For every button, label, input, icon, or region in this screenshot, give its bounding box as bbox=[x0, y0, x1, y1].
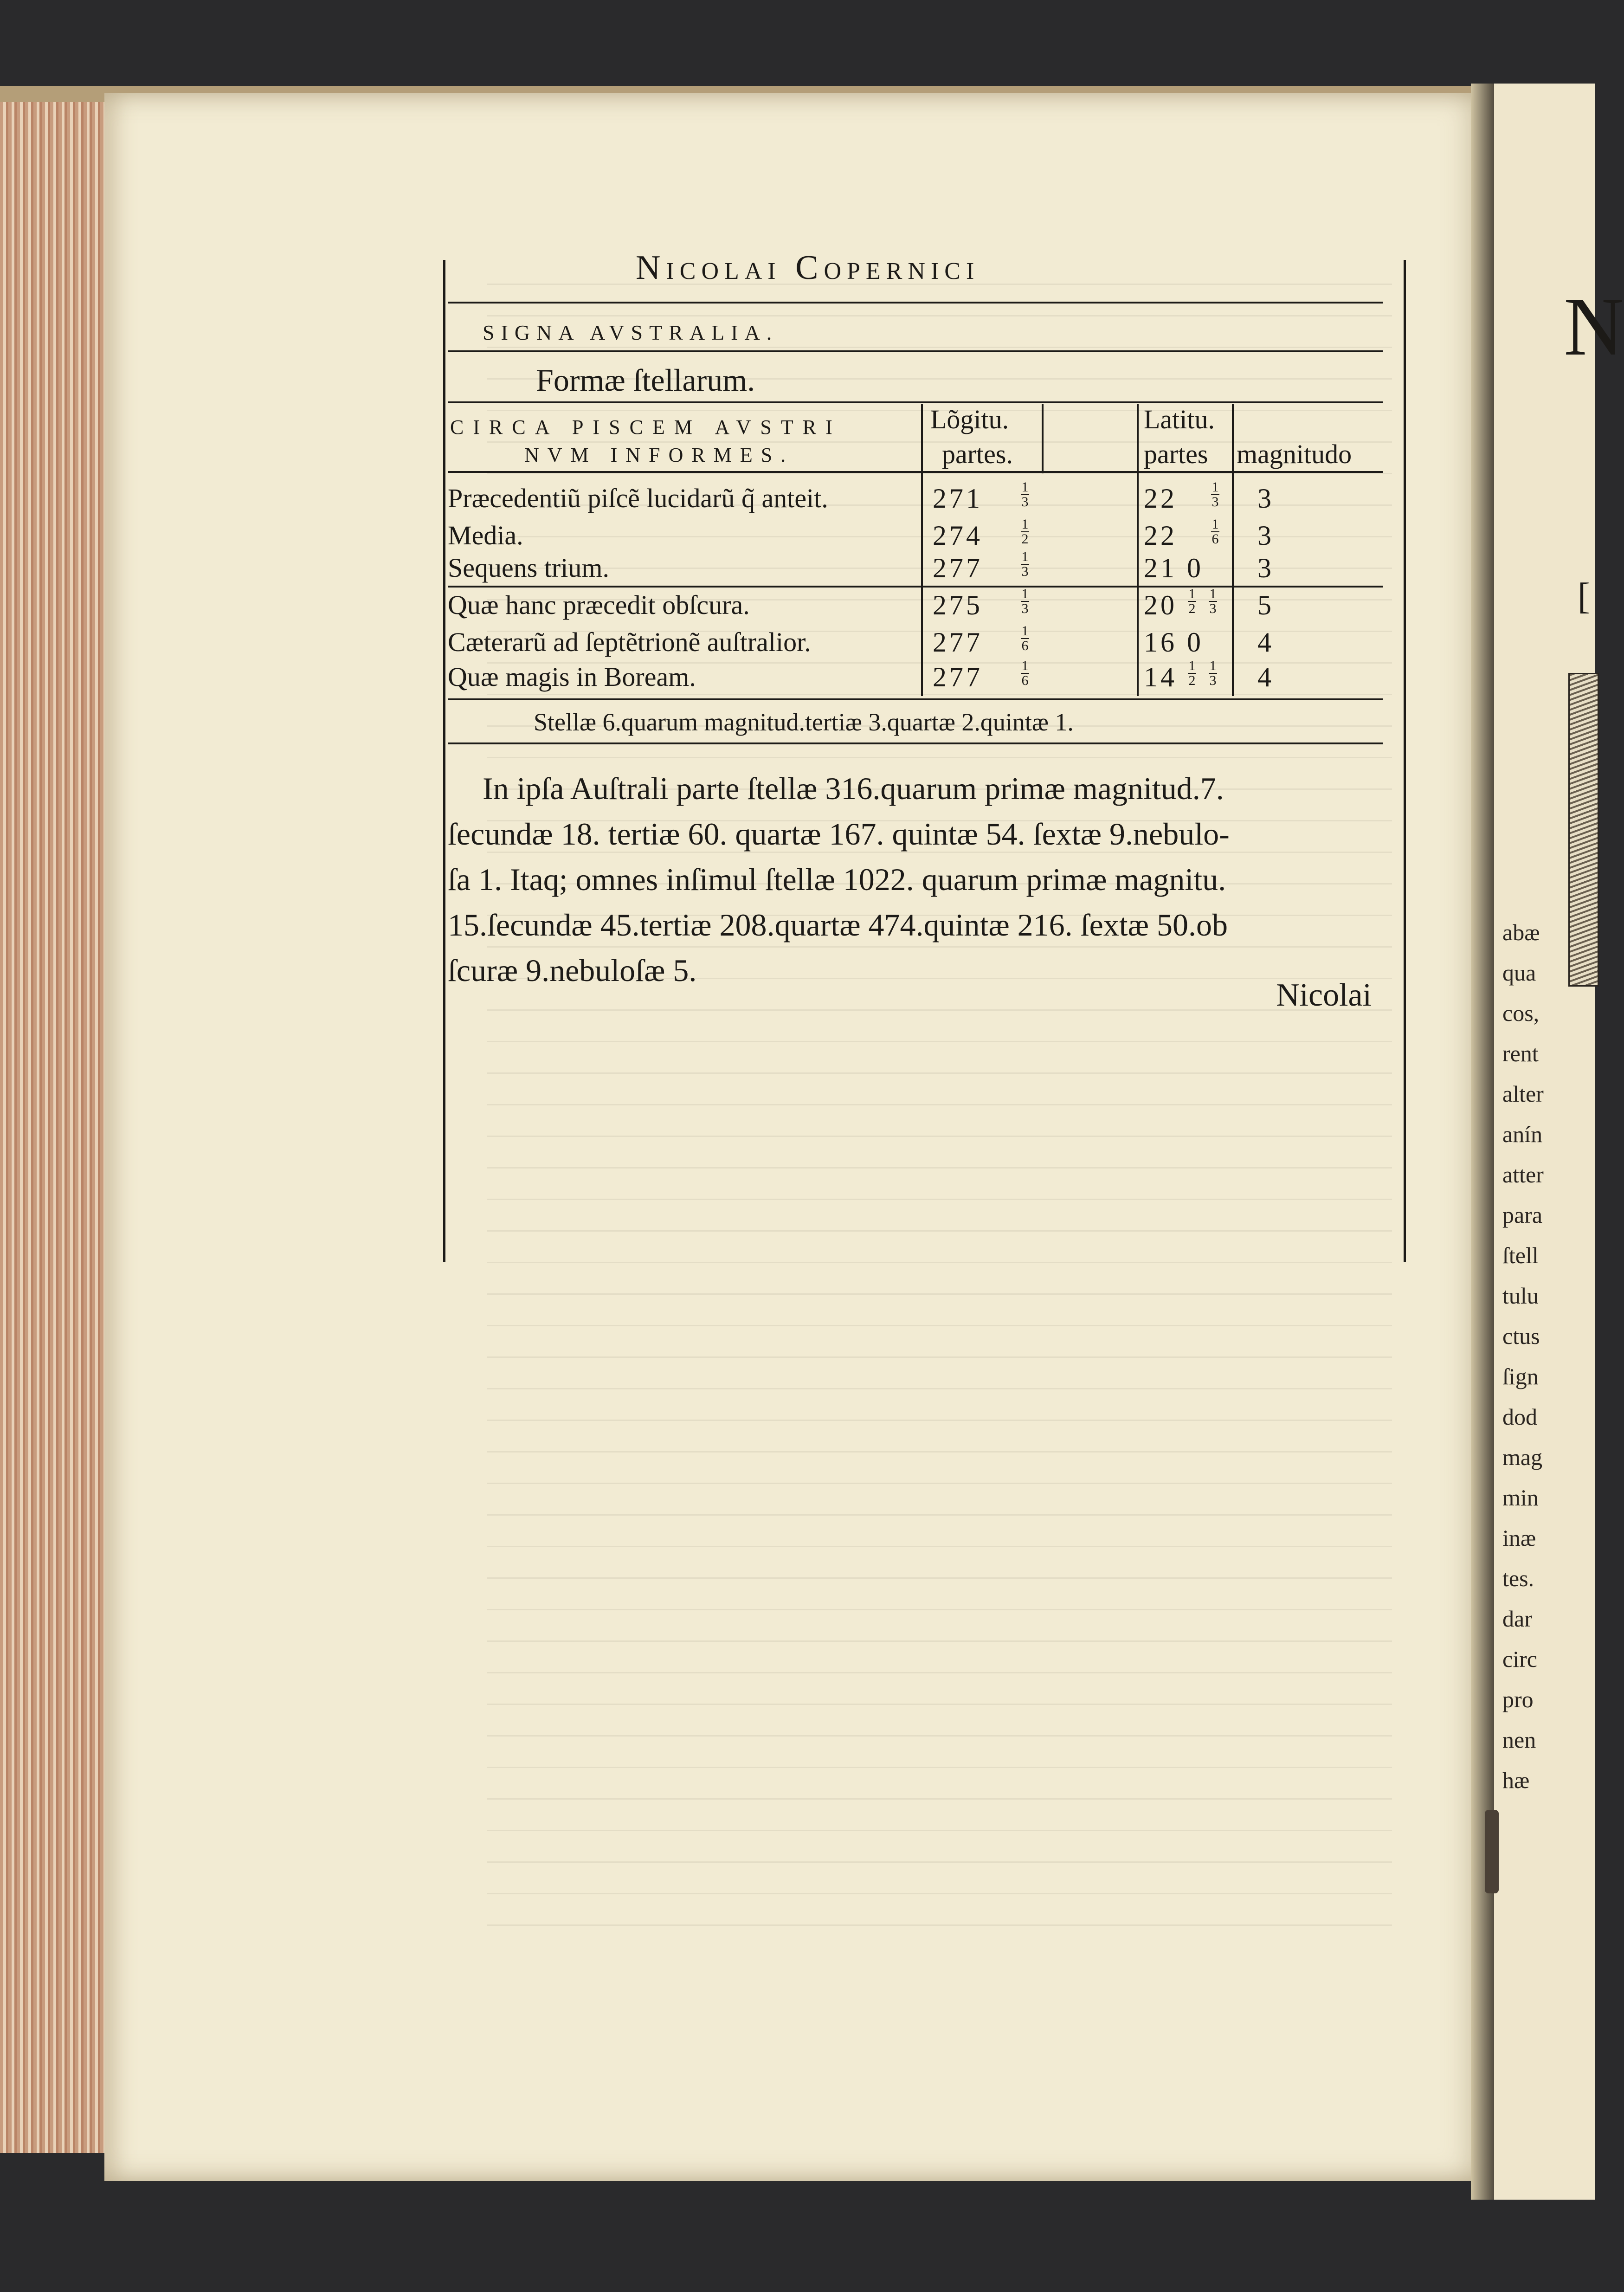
paragraph-line: 15.ſecundæ 45.tertiæ 208.quartæ 474.quintæ 216. ſextæ 50.ob bbox=[448, 907, 1228, 943]
star-longitude: 271 bbox=[933, 483, 983, 514]
star-name: Quæ magis in Boream. bbox=[448, 662, 696, 692]
header-latitude-2: partes bbox=[1144, 439, 1208, 469]
star-magnitude: 3 bbox=[1257, 483, 1271, 514]
fraction bbox=[1188, 587, 1196, 616]
fraction-denominator: 2 bbox=[1188, 601, 1196, 616]
star-magnitude: 5 bbox=[1257, 590, 1271, 620]
fraction bbox=[1021, 624, 1029, 653]
fraction bbox=[1209, 587, 1217, 616]
facing-page-fragment: tes. bbox=[1502, 1565, 1534, 1591]
facing-page-fragment: anín bbox=[1502, 1121, 1543, 1147]
fraction bbox=[1209, 659, 1217, 688]
col-rule-4 bbox=[1232, 404, 1234, 696]
fraction-denominator: 6 bbox=[1212, 531, 1219, 547]
star-latitude: 16 0 bbox=[1144, 627, 1204, 658]
facing-page-fragment: mag bbox=[1502, 1444, 1543, 1470]
book-clip bbox=[1485, 1810, 1499, 1893]
rule-rows-end bbox=[448, 698, 1383, 700]
running-head: Nicolai Copernici bbox=[636, 249, 980, 287]
col-rule-3 bbox=[1137, 404, 1139, 696]
rule-subtitle bbox=[448, 401, 1383, 403]
paragraph-line: ſcuræ 9.nebuloſæ 5. bbox=[448, 953, 697, 988]
facing-page bbox=[1494, 84, 1624, 2200]
paragraph-line: ſecundæ 18. tertiæ 60. quartæ 167. quintæ 54. ſextæ 9.nebulo- bbox=[448, 816, 1230, 852]
col-rule-1 bbox=[921, 404, 923, 696]
header-latitude-1: Latitu. bbox=[1144, 404, 1215, 434]
rule-section bbox=[448, 350, 1383, 352]
header-left-2: NVM INFORMES. bbox=[524, 444, 794, 466]
fraction-denominator: 2 bbox=[1188, 673, 1196, 688]
facing-page-fragment: qua bbox=[1502, 960, 1536, 986]
facing-page-fragment: cos, bbox=[1502, 1000, 1540, 1026]
star-magnitude: 4 bbox=[1257, 627, 1271, 658]
fraction-numerator: 1 bbox=[1212, 479, 1219, 495]
fraction-numerator: 1 bbox=[1021, 517, 1029, 532]
facing-page-fragment: atter bbox=[1502, 1162, 1544, 1188]
fraction-denominator: 6 bbox=[1021, 673, 1029, 688]
facing-page-fragment: pro bbox=[1502, 1686, 1534, 1712]
star-latitude: 21 0 bbox=[1144, 553, 1204, 583]
facing-page-fragment: nen bbox=[1502, 1727, 1536, 1753]
facing-page-fragment: ſign bbox=[1502, 1363, 1539, 1389]
star-name: Præcedentiũ piſcẽ lucidarũ q̃ anteit. bbox=[448, 483, 828, 513]
facing-page-fragment: dar bbox=[1502, 1606, 1532, 1632]
rule-header bbox=[448, 471, 1383, 473]
star-name: Media. bbox=[448, 520, 523, 550]
fraction bbox=[1211, 517, 1219, 546]
fraction-numerator: 1 bbox=[1021, 623, 1029, 639]
header-magnitude: magnitudo bbox=[1237, 439, 1352, 469]
facing-page-fragment: min bbox=[1502, 1485, 1539, 1511]
facing-page-fragment: alter bbox=[1502, 1081, 1544, 1107]
paragraph-line: In ipſa Auſtrali parte ſtellæ 316.quarum primæ magnitud.7. bbox=[483, 771, 1224, 806]
table-frame bbox=[443, 260, 1406, 1262]
facing-page-initial: N bbox=[1564, 280, 1624, 373]
rule-top bbox=[448, 302, 1383, 303]
fraction-numerator: 1 bbox=[1021, 586, 1029, 601]
fraction-denominator: 2 bbox=[1021, 531, 1029, 547]
star-longitude: 274 bbox=[933, 520, 983, 551]
facing-page-fragment: abæ bbox=[1502, 919, 1540, 945]
star-longitude: 275 bbox=[933, 590, 983, 620]
star-name: Quæ hanc præcedit obſcura. bbox=[448, 590, 750, 620]
star-magnitude: 3 bbox=[1257, 520, 1271, 551]
star-name: Sequens trium. bbox=[448, 553, 609, 583]
fraction bbox=[1021, 550, 1029, 579]
facing-page-fragment: ſtell bbox=[1502, 1242, 1539, 1268]
col-rule-2 bbox=[1042, 404, 1044, 473]
fraction-denominator: 3 bbox=[1212, 494, 1219, 510]
facing-page-fragment: inæ bbox=[1502, 1525, 1536, 1551]
fraction bbox=[1211, 480, 1219, 509]
fraction-numerator: 1 bbox=[1021, 549, 1029, 564]
facing-page-fragment: ctus bbox=[1502, 1323, 1540, 1349]
facing-page-bracket: [ bbox=[1578, 576, 1590, 617]
facing-page-fragment: circ bbox=[1502, 1646, 1537, 1672]
section-title: SIGNA AVSTRALIA. bbox=[483, 321, 779, 344]
star-latitude: 22 bbox=[1144, 483, 1177, 514]
facing-page-fragment: para bbox=[1502, 1202, 1543, 1228]
star-longitude: 277 bbox=[933, 662, 983, 692]
fraction bbox=[1021, 587, 1029, 616]
header-longitude-1: Lõgitu. bbox=[930, 404, 1009, 434]
fraction-numerator: 1 bbox=[1209, 586, 1217, 601]
fraction-denominator: 3 bbox=[1209, 601, 1217, 616]
fraction-numerator: 1 bbox=[1209, 658, 1217, 673]
fraction-denominator: 6 bbox=[1021, 638, 1029, 653]
fraction-numerator: 1 bbox=[1188, 658, 1196, 673]
facing-page-fragment: rent bbox=[1502, 1040, 1539, 1066]
fraction-numerator: 1 bbox=[1212, 517, 1219, 532]
page-edges bbox=[0, 102, 113, 2153]
star-latitude: 20 bbox=[1144, 590, 1177, 620]
star-magnitude: 3 bbox=[1257, 553, 1271, 583]
paragraph-line: ſa 1. Itaq; omnes inſimul ſtellæ 1022. quarum primæ magnitu. bbox=[448, 862, 1226, 897]
star-name: Cæterarũ ad ſeptẽtrionẽ auſtralior. bbox=[448, 627, 811, 657]
fraction bbox=[1021, 480, 1029, 509]
star-latitude: 22 bbox=[1144, 520, 1177, 551]
catchword: Nicolai bbox=[1276, 977, 1372, 1013]
facing-page-fragment: dod bbox=[1502, 1404, 1537, 1430]
star-latitude: 14 bbox=[1144, 662, 1177, 692]
table-summary: Stellæ 6.quarum magnitud.tertiæ 3.quartæ 2.quintæ 1. bbox=[534, 708, 1074, 736]
fraction bbox=[1021, 659, 1029, 688]
fraction-denominator: 3 bbox=[1021, 601, 1029, 616]
facing-page-woodcut bbox=[1568, 673, 1599, 987]
fraction-numerator: 1 bbox=[1188, 586, 1196, 601]
fraction-denominator: 3 bbox=[1021, 494, 1029, 510]
subtitle: Formæ ſtellarum. bbox=[536, 362, 755, 398]
rule-group bbox=[448, 586, 1383, 588]
fraction-numerator: 1 bbox=[1021, 658, 1029, 673]
header-left-1: CIRCA PISCEM AVSTRI bbox=[450, 416, 842, 439]
fraction bbox=[1021, 517, 1029, 546]
rule-summary bbox=[448, 742, 1383, 744]
star-magnitude: 4 bbox=[1257, 662, 1271, 692]
fraction bbox=[1188, 659, 1196, 688]
fraction-denominator: 3 bbox=[1209, 673, 1217, 688]
fraction-denominator: 3 bbox=[1021, 564, 1029, 579]
star-longitude: 277 bbox=[933, 627, 983, 658]
facing-page-fragment: tulu bbox=[1502, 1283, 1539, 1309]
fraction-numerator: 1 bbox=[1021, 479, 1029, 495]
header-longitude-2: partes. bbox=[942, 439, 1013, 469]
facing-page-fragment: hæ bbox=[1502, 1767, 1530, 1793]
star-longitude: 277 bbox=[933, 553, 983, 583]
